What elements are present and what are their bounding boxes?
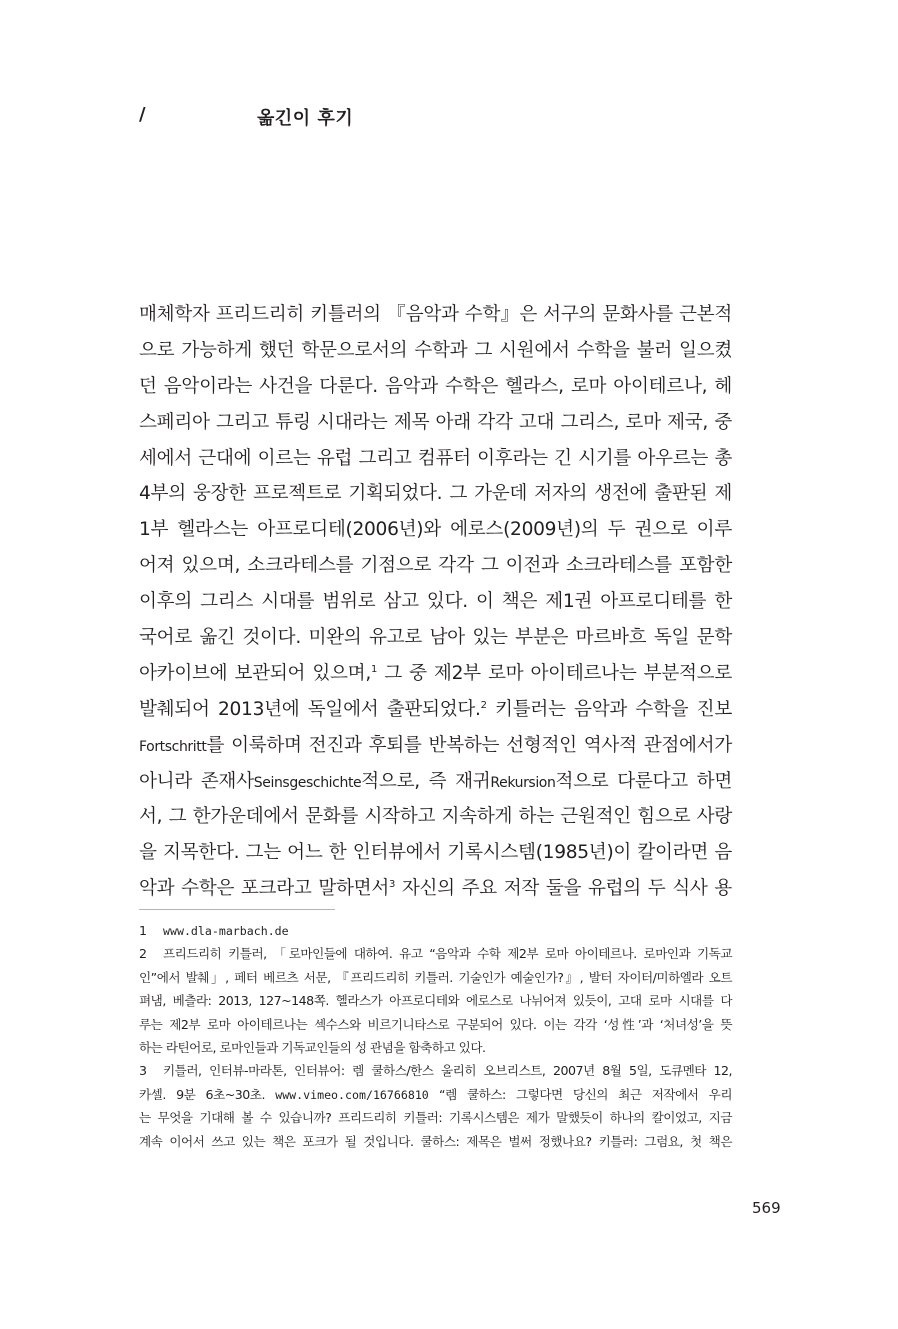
footnote-number: 2: [139, 946, 147, 962]
running-header: [139, 104, 739, 134]
body-line: 국어로 옮긴 것이다. 미완의 유고로 남아 있는 부분은 마르바흐 독일 문학: [139, 627, 732, 649]
body-text-segment: 아니라 존재사: [139, 770, 254, 792]
body-text-segment: 적으로, 즉 재귀: [361, 770, 491, 792]
body-line: [139, 656, 732, 692]
footnote-number: 1: [139, 923, 147, 938]
body-line: [139, 764, 732, 800]
body-line: 스페리아 그리고 튜링 시대라는 제목 아래 각각 고대 그리스, 로마 제국, 중: [139, 411, 732, 433]
body-text: [139, 297, 732, 907]
footnotes: [139, 919, 732, 1153]
body-line: [139, 728, 732, 764]
footnote-2-line: 하는 라틴어로, 로마인들과 기독교인들의 성 관념을 함축하고 있다.: [139, 1039, 486, 1055]
header-slash: /: [139, 104, 146, 125]
body-line: 던 음악이라는 사건을 다룬다. 음악과 수학은 헬라스, 로마 아이테르나, 헤: [139, 375, 732, 397]
footnote-ref-3[interactable]: 3: [388, 879, 396, 891]
footnote-ref-1[interactable]: 1: [370, 663, 378, 675]
body-line: 1부 헬라스는 아프로디테(2006년)와 에로스(2009년)의 두 권으로 이루: [139, 519, 732, 541]
body-line: 서, 그 한가운데에서 문화를 시작하고 지속하게 하는 근원적인 힘으로 사랑: [139, 806, 732, 828]
page-number: 569: [752, 1199, 781, 1217]
footnote-3: [139, 1059, 732, 1082]
footnote-text: “렘 쿨하스: 그렇다면 당신의 최근 저작에서 우리: [428, 1086, 732, 1102]
footnote-2-line: 인”에서 발췌」, 페터 베르츠 서문, 『프리드리히 키틀러. 기술인가 예술인가?』, 발터 자이터/미하엘라 오트: [139, 969, 732, 985]
body-line: 매체학자 프리드리히 키틀러의 『음악과 수학』은 서구의 문화사를 근본적: [139, 304, 732, 325]
chapter-title: 옮긴이 후기: [257, 108, 354, 129]
footnote-2-line: 루는 제2부 로마 아이테르나는 섹수스와 비르기니타스로 구분되어 있다. 이는 각각 ‘성性’과 ‘처녀성’을 뜻: [139, 1016, 732, 1032]
body-text-segment: 자신의 주요 저작 둘을 유럽의 두 식사 용: [395, 878, 732, 900]
body-line: 이후의 그리스 시대를 범위로 삼고 있다. 이 책은 제1권 아프로디테를 한: [139, 591, 732, 613]
footnote-divider: [139, 909, 335, 910]
body-text-segment: 키틀러는 음악과 수학을 진보: [486, 698, 732, 720]
body-text-segment: 발췌되어 2013년에 독일에서 출판되었다.: [139, 698, 481, 720]
footnote-3-line: 는 무엇을 기대해 볼 수 있습니까? 프리드리히 키틀러: 기록시스템은 제가 말했듯이 하나의 칼이었고, 지금: [139, 1110, 732, 1126]
body-line: [139, 692, 732, 728]
body-text-segment: 그 중 제2부 로마 아이테르나는 부분적으로: [377, 662, 732, 684]
footnote-text: 카셀. 9분 6초~30초.: [139, 1086, 276, 1102]
body-line: [139, 871, 732, 907]
german-term: Rekursion: [490, 774, 556, 791]
footnote-link[interactable]: www.vimeo.com/16766810: [275, 1087, 429, 1102]
footnote-1: [139, 919, 732, 942]
body-line: 으로 가능하게 했던 학문으로서의 수학과 그 시원에서 수학을 불러 일으켰: [139, 339, 732, 361]
footnote-text: 프리드리히 키틀러, 「로마인들에 대하여. 유고 “음악과 수학 제2부 로마 아이테르나. 로마인과 기독교: [163, 946, 732, 962]
footnote-3-line: 계속 이어서 쓰고 있는 책은 포크가 될 것입니다. 쿨하스: 제목은 벌써 정했나요? 키틀러: 그럼요, 첫 책은: [139, 1133, 732, 1149]
footnote-link[interactable]: www.dla-marbach.de: [163, 924, 289, 938]
footnote-ref-2[interactable]: 2: [480, 699, 487, 711]
body-text-segment: 아카이브에 보관되어 있으며,: [139, 662, 371, 684]
body-text-segment: 악과 수학은 포크라고 말하면서: [139, 878, 389, 900]
body-line: 어져 있으며, 소크라테스를 기점으로 각각 그 이전과 소크라테스를 포함한: [139, 555, 732, 577]
body-text-segment: 를 이룩하며 전진과 후퇴를 반복하는 선형적인 역사적 관점에서가: [206, 734, 732, 756]
body-line: 을 지목한다. 그는 어느 한 인터뷰에서 기록시스템(1985년)이 칼이라면 음: [139, 842, 732, 864]
footnote-2: [139, 942, 732, 965]
footnote-text: 키틀러, 인터뷰-마라톤, 인터뷰어: 렘 쿨하스/한스 울리히 오브리스트, 2007년 8월 5일, 도큐멘타 12,: [163, 1063, 732, 1079]
footnote-2-line: 펴냄, 베츨라: 2013, 127~148쪽. 헬라스가 아프로디테와 에로스로 나뉘어져 있듯이, 고대 로마 시대를 다: [139, 993, 732, 1009]
german-term: Seinsgeschichte: [253, 774, 362, 791]
body-line: 4부의 웅장한 프로젝트로 기획되었다. 그 가운데 저자의 생전에 출판된 제: [139, 483, 732, 505]
footnote-number: 3: [139, 1063, 147, 1079]
german-term: Fortschritt: [139, 738, 207, 755]
body-line: 세에서 근대에 이르는 유럽 그리고 컴퓨터 이후라는 긴 시기를 아우르는 총: [139, 447, 732, 469]
body-text-segment: 적으로 다룬다고 하면: [555, 770, 732, 792]
footnote-3-line: [139, 1083, 732, 1106]
